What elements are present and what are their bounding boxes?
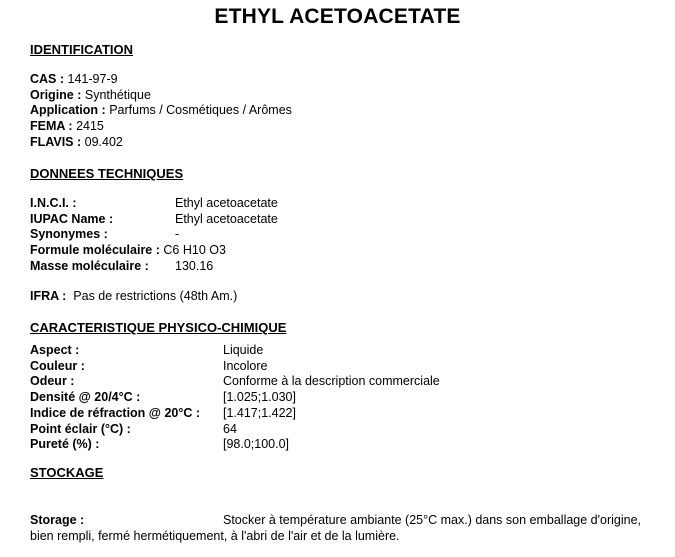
origine-value: Synthétique [84,87,151,102]
section-heading-identification: IDENTIFICATION [30,42,134,57]
section-heading-physico: CARACTERISTIQUE PHYSICO-CHIMIQUE [30,320,287,335]
fema-label: FEMA : [30,119,73,134]
eclair-label: Point éclair (°C) : [30,421,131,436]
formule-value: C6 H10 O3 [163,243,226,258]
cas-row [30,72,118,88]
purete-value: [98.0;100.0] [223,437,290,452]
indice-label: Indice de réfraction @ 20°C : [30,405,201,420]
application-row [30,103,292,119]
cas-label: CAS : [30,72,65,86]
eclair-value: 64 [223,421,237,436]
ifra-label: IFRA : [30,289,67,303]
section-heading-storage: STOCKAGE [30,465,104,480]
couleur-label: Couleur : [30,358,85,373]
application-value: Parfums / Cosmétiques / Arômes [109,103,292,118]
purete-label: Pureté (%) : [30,437,100,452]
densite-value: [1.025;1.030] [223,390,296,405]
indice-value: [1.417;1.422] [223,405,296,420]
storage-text-line1: Stocker à température ambiante (25°C max.) dans son emballage d'origine, [223,513,642,527]
flavis-label: FLAVIS : [30,134,82,149]
aspect-label: Aspect : [30,343,80,357]
origine-label: Origine : [30,87,82,102]
inci-label: I.N.C.I. : [30,196,77,210]
iupac-label: IUPAC Name : [30,211,114,226]
odeur-value: Conforme à la description commerciale [223,374,440,389]
masse-value: 130.16 [175,258,214,273]
flavis-value: 09.402 [84,134,123,149]
fema-value: 2415 [76,119,104,134]
storage-text-line2: bien rempli, fermé hermétiquement, à l'abri de l'air et de la lumière. [30,528,400,543]
fema-row [30,119,104,135]
flavis-row [30,135,123,151]
document-title: ETHYL ACETOACETATE [214,5,461,28]
storage-label: Storage : [30,513,85,527]
couleur-value: Incolore [223,358,268,373]
origine-row [30,88,151,104]
densite-label: Densité @ 20/4°C : [30,390,141,405]
inci-value: Ethyl acetoacetate [175,196,278,210]
synonymes-label: Synonymes : [30,227,108,242]
formule-label: Formule moléculaire : [30,243,160,258]
synonymes-value: - [175,227,180,242]
cas-value: 141-97-9 [67,72,118,86]
odeur-label: Odeur : [30,374,75,389]
ifra-row [30,289,237,305]
masse-label: Masse moléculaire : [30,258,149,273]
section-heading-technical: DONNEES TECHNIQUES [30,166,184,181]
aspect-value: Liquide [223,343,264,357]
iupac-value: Ethyl acetoacetate [175,211,278,226]
ifra-value: Pas de restrictions (48th Am.) [73,289,238,303]
formule-row [30,243,226,259]
application-label: Application : [30,103,106,118]
